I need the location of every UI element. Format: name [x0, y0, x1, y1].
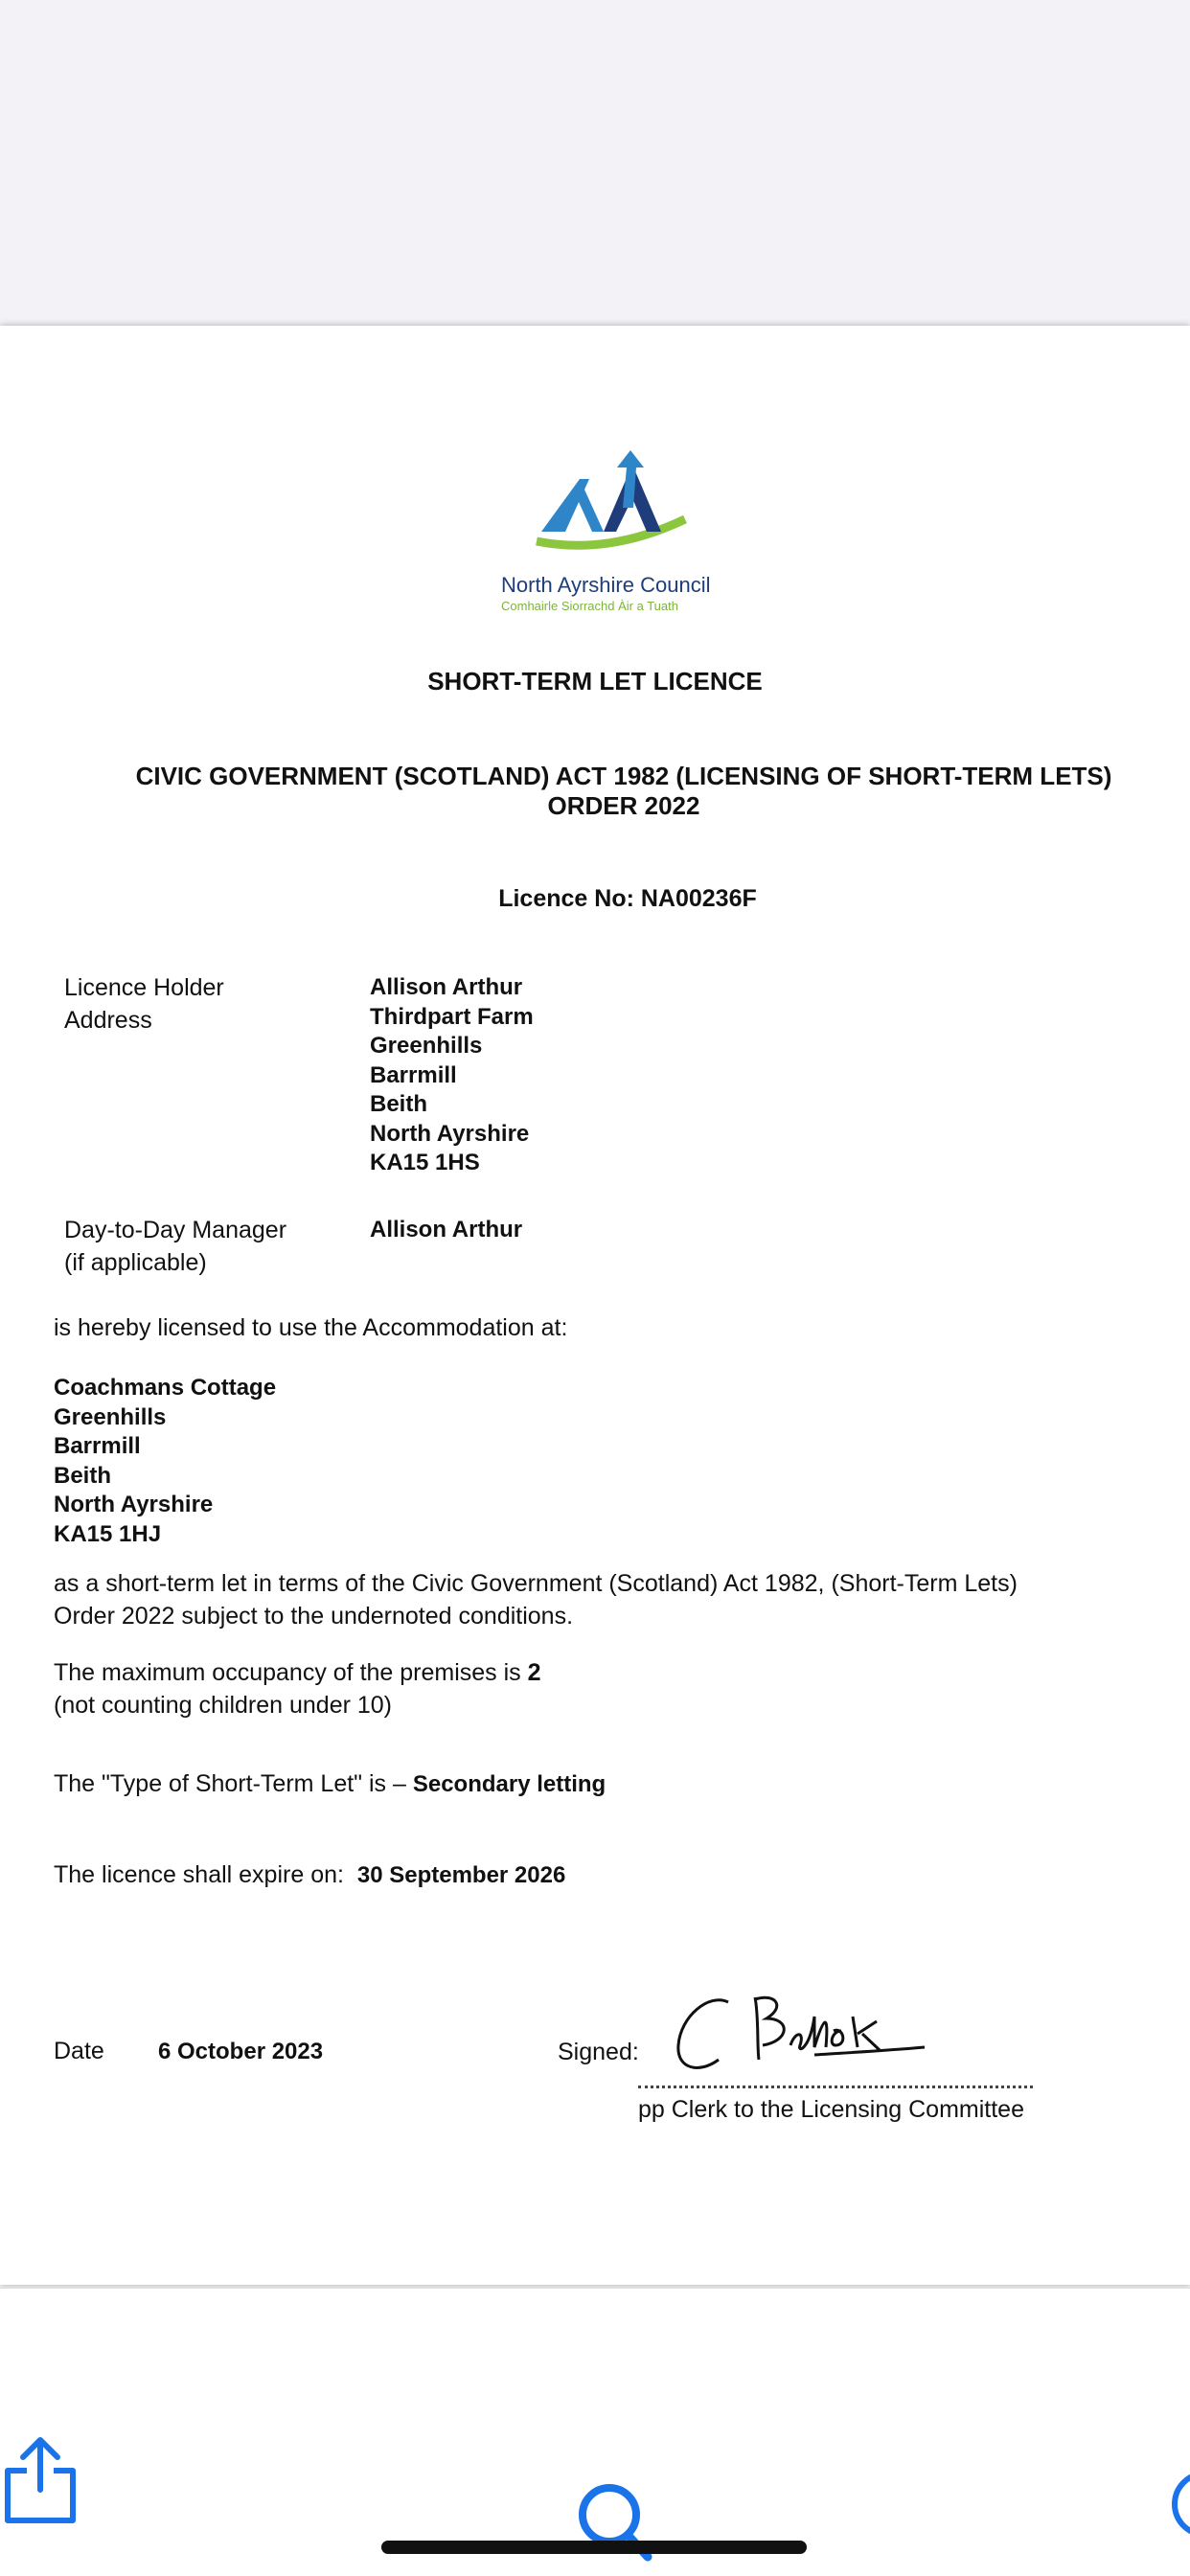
signature-line — [638, 2086, 1033, 2088]
bottom-toolbar — [0, 2288, 1190, 2576]
expire-text: The licence shall expire on: — [54, 1861, 344, 1888]
occupancy-line — [54, 1656, 541, 1689]
date-value: 6 October 2023 — [158, 2039, 324, 2064]
type-value: Secondary letting — [412, 1771, 606, 1797]
document-title: SHORT-TERM LET LICENCE — [427, 667, 763, 695]
address-line: North Ayrshire — [370, 1120, 530, 1147]
occupancy-note: (not counting children under 10) — [54, 1692, 393, 1719]
signed-label: Signed: — [558, 2039, 639, 2065]
expire-value: 30 September 2026 — [356, 1862, 566, 1888]
address-label: Address — [64, 1007, 152, 1034]
expire-line — [54, 1858, 565, 1892]
share-icon[interactable] — [0, 2432, 80, 2528]
council-name: North Ayrshire Council — [501, 573, 711, 597]
accommodation-address — [54, 1374, 276, 1549]
signature-image — [671, 1978, 939, 2084]
address-line: KA15 1HS — [370, 1150, 480, 1175]
address-line: Thirdpart Farm — [370, 1003, 534, 1030]
viewer-top-area — [0, 0, 1190, 324]
occupancy-value: 2 — [527, 1659, 541, 1686]
manager-label-sub: (if applicable) — [64, 1249, 207, 1276]
date-label: Date — [54, 2038, 104, 2064]
licence-page — [0, 326, 1190, 2285]
occupancy-text: The maximum occupancy of the premises is — [54, 1659, 528, 1686]
accommodation-line: Coachmans Cottage — [54, 1375, 277, 1401]
terms-line: as a short-term let in terms of the Civic Government (Scotland) Act 1982, (Short-Term Lets) — [54, 1570, 1018, 1597]
licensed-text: is hereby licensed to use the Accommodation at: — [54, 1314, 568, 1341]
act-heading-line: CIVIC GOVERNMENT (SCOTLAND) ACT 1982 (LICENSING OF SHORT-TERM LETS) — [135, 762, 1112, 790]
search-icon[interactable] — [571, 2476, 657, 2572]
home-indicator[interactable] — [381, 2541, 807, 2554]
manager-label: Day-to-Day Manager — [64, 1217, 287, 1243]
partial-toolbar-icon[interactable] — [1167, 2456, 1190, 2552]
council-gaelic-name: Comhairle Siorrachd Àir a Tuath — [501, 599, 678, 613]
licence-holder-label: Licence Holder — [64, 974, 224, 1001]
clerk-caption: pp Clerk to the Licensing Committee — [638, 2096, 1024, 2123]
terms-line: Order 2022 subject to the undernoted conditions. — [54, 1603, 574, 1630]
licence-number: Licence No: NA00236F — [498, 885, 757, 912]
manager-name: Allison Arthur — [370, 1217, 523, 1242]
holder-details — [370, 973, 534, 1178]
address-line: Greenhills — [370, 1033, 483, 1059]
accommodation-line: North Ayrshire — [54, 1492, 214, 1517]
north-ayrshire-council-logo — [498, 450, 719, 556]
act-heading-line: ORDER 2022 — [547, 791, 700, 820]
accommodation-line: Beith — [54, 1462, 111, 1489]
type-text: The "Type of Short-Term Let" is – — [54, 1770, 413, 1797]
type-line — [54, 1767, 606, 1801]
address-line: Beith — [370, 1091, 427, 1117]
accommodation-line: Greenhills — [54, 1403, 167, 1430]
signature — [671, 1978, 939, 2084]
address-line: Barrmill — [370, 1061, 457, 1088]
act-heading — [57, 762, 1190, 821]
accommodation-line: Barrmill — [54, 1433, 141, 1459]
holder-name: Allison Arthur — [370, 974, 523, 1000]
accommodation-line: KA15 1HJ — [54, 1520, 162, 1547]
